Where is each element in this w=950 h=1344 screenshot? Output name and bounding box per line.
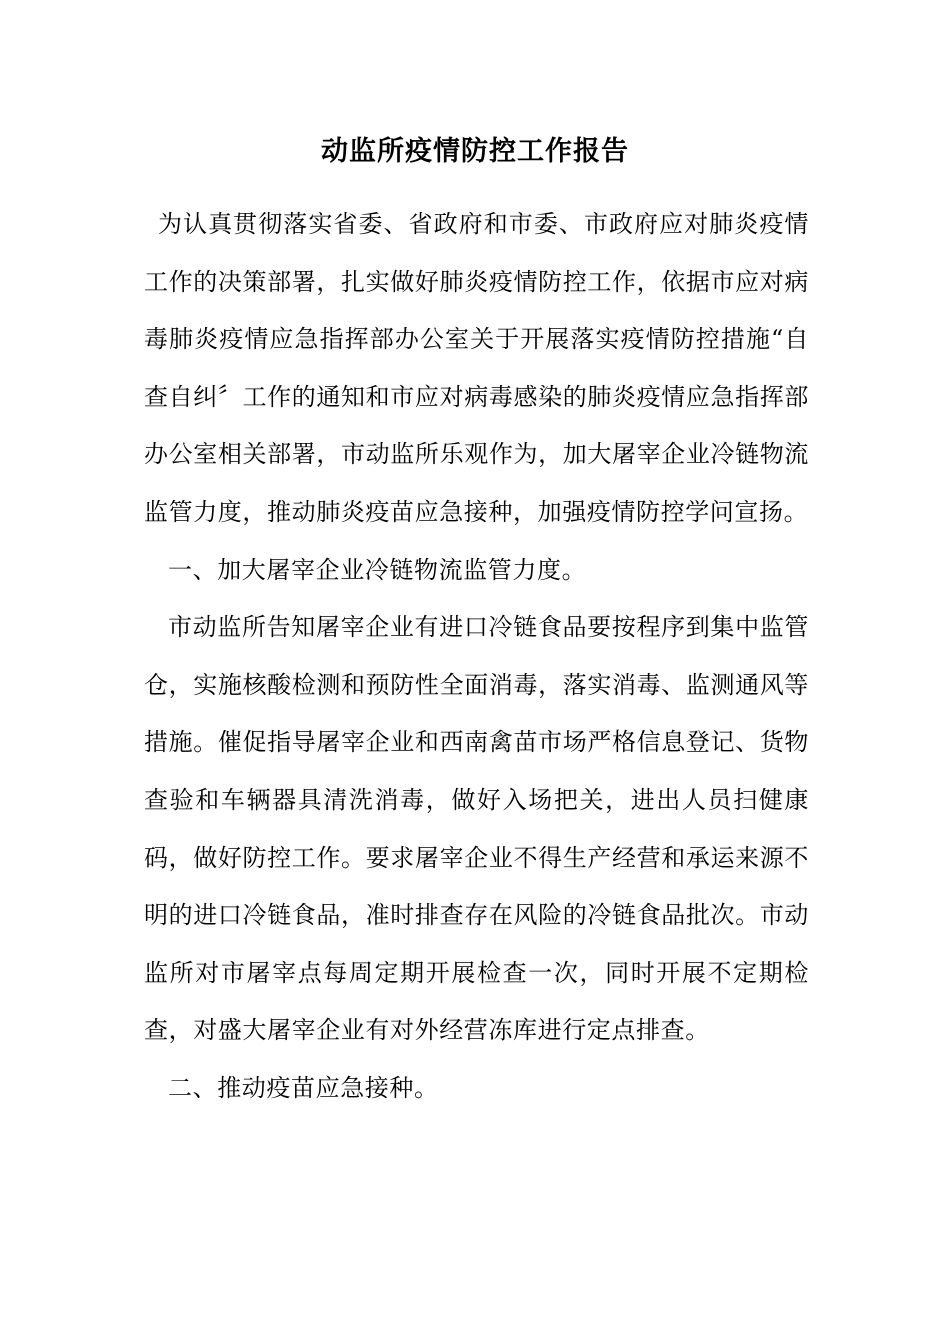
section-1-paragraph: 市动监所告知屠宰企业有进口冷链食品要按程序到集中监管仓，实施核酸检测和预防性全面消毒，落实消毒、监测通风等措施。催促指导屠宰企业和西南禽苗市场严格信息登记、货物查验和车辆器具清洗消毒，做好入场把关，进出人员扫健康码，做好防控工作。要求屠宰企业不得生产经营和承运来源不明的进口冷链食品，准时排查存在风险的冷链食品批次。市动监所对市屠宰点每周定期开展检查一次，同时开展不定期检查，对盛大屠宰企业有对外经营冻库进行定点排查。 [144, 613, 809, 1045]
document-body [144, 196, 809, 1118]
document-title: 动监所疫情防控工作报告 [321, 136, 629, 167]
section-heading-2: 二、推动疫苗应急接种。 [168, 1073, 439, 1102]
section-heading-1: 一、加大屠宰企业冷链物流监管力度。 [168, 555, 587, 584]
intro-paragraph: 为认真贯彻落实省委、省政府和市委、市政府应对肺炎疫情工作的决策部署，扎实做好肺炎疫情防控工作，依据市应对病毒肺炎疫情应急指挥部办公室关于开展落实疫情防控措施“自查自纠〞工作的通知和市应对病毒感染的肺炎疫情应急指挥部办公室相关部署，市动监所乐观作为，加大屠宰企业冷链物流监管力度，推动肺炎疫苗应急接种，加强疫情防控学问宣扬。 [144, 210, 809, 526]
